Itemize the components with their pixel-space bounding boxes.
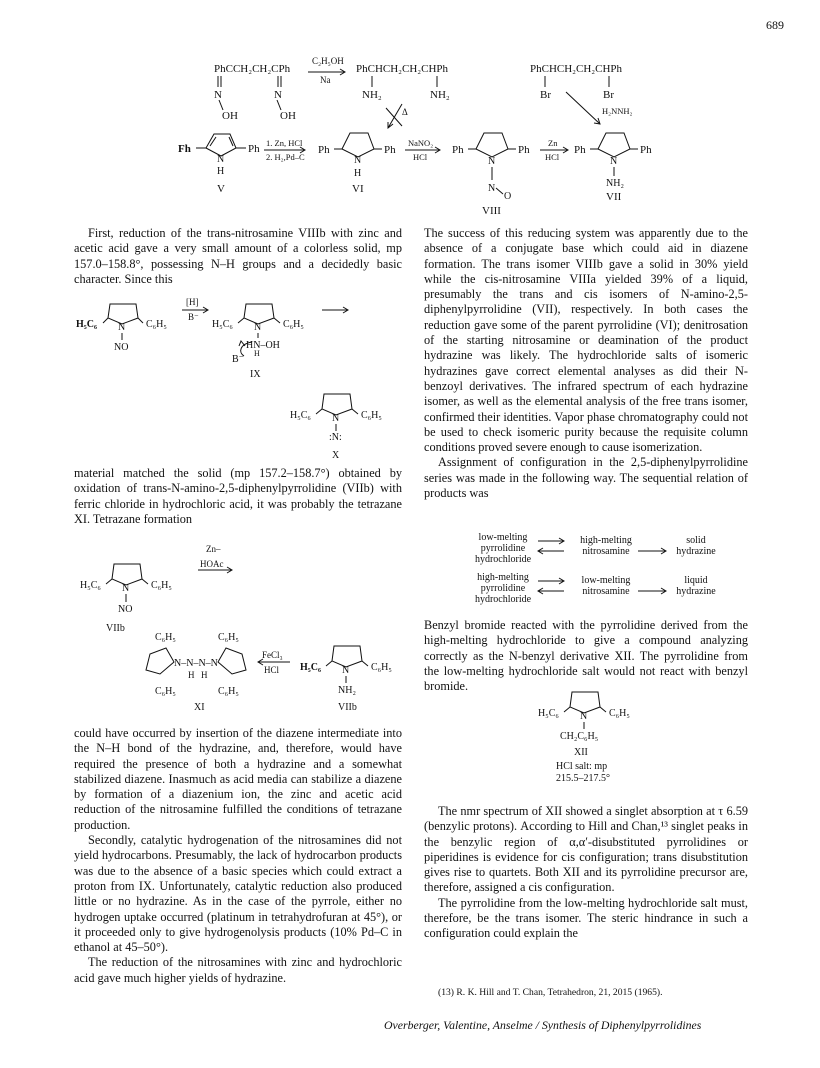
left-paragraph-3: could have occurred by insertion of the diazene intermediate into the N–H bond of the hydrazine, and, therefore, would have required the presence of both a hydrazine and a somewhat stabilized diazene. Inasmuch as acid media can stabilize a diazene by formation of a diazenium ion, the zinc and acetic acid reduction of the nitrosamine fulfilled the conditions of tetrazane production. Secondly, catalytic hydrogenation of the nitrosamines did not yield hydrocarbons. Presumably, the lack of hydrocarbon products was due to the absence of a basic species which could extract a proton from IX. Unfortunately, catalytic reduction also produced little or no hydrazine. As in the case of the pyrrole, either no hydrogen uptake occurred (platinum in tetrahydrofuran at 45°), or it proceeded only to give hydrogenolysis products (10% Pd–C in ethanol at 45–50°). The reduction of the nitrosamines with zinc and hydrochloric acid gave much higher yields of hydrazine. (74, 726, 402, 985)
rel2-b1: low-melting (581, 575, 631, 586)
s3-h5c6: H₅C₆ (80, 580, 101, 591)
rel2-a3: hydrochloride (474, 594, 532, 605)
s2-h-reagent: [H] (186, 297, 199, 307)
s3-no: NO (118, 604, 133, 615)
vi-h: H (354, 168, 362, 179)
s2-ix-hnoh: HN–OH (246, 340, 280, 351)
rel1-a3: hydrochloride (474, 554, 532, 565)
s3-zn: Zn– (206, 544, 221, 554)
footnote-13: (13) R. K. Hill and T. Chan, Tetrahedron, 21, 2015 (1965). (438, 987, 663, 998)
reagent-hydrazine: H₂NNH₂ (602, 106, 633, 116)
rel2-c2: hydrazine (676, 586, 716, 597)
label-VII: VII (606, 191, 622, 203)
vii-n: N (610, 156, 618, 167)
s2-x-c6h5: C₆H₅ (361, 410, 382, 421)
rel2-a2: pyrrolidine (480, 583, 526, 594)
vii-ph-left: Ph (574, 144, 586, 156)
diamine-nh2-right: NH₂ (430, 89, 450, 101)
diamine-nh2-left: NH₂ (362, 89, 382, 101)
label-V: V (217, 183, 225, 195)
xii-benzyl: CH₂C₆H₅ (560, 731, 599, 742)
xi-h-left: H (188, 670, 195, 680)
oxime-oh-left: OH (222, 110, 238, 122)
dibromide-br-left: Br (540, 89, 551, 101)
vii-nh2: NH₂ (606, 178, 624, 189)
page-number: 689 (766, 18, 784, 32)
pyrrole-ph-left: Fh (178, 143, 191, 155)
s2-x-nitrene: :N: (329, 432, 342, 443)
s2-ix-h: H (254, 349, 260, 358)
rel1-b1: high-melting (580, 535, 632, 546)
vi-n: N (354, 155, 362, 166)
left-paragraph-1: First, reduction of the trans-nitrosamine VIIIb with zinc and acetic acid gave a very small amount of a colorless solid, mp 157.0–158.8°, possessing N–H groups and a decidedly basic character. Since this (74, 226, 402, 286)
reagent-hcl-1: HCl (413, 152, 428, 162)
reagent-nano2: NaNO₂ (408, 138, 434, 148)
label-X: X (332, 450, 340, 461)
xi-c6h5-br: C₆H₅ (218, 686, 239, 697)
viii-o: O (504, 191, 512, 202)
running-footer: Overberger, Valentine, Anselme / Synthesis of Diphenylpyrrolidines (384, 1018, 702, 1032)
rel2-c1: liquid (684, 575, 708, 586)
label-VI: VI (352, 183, 364, 195)
oxime-n-left: N (214, 89, 222, 101)
dioxime-formula: PhCCH₂CH₂CPh (214, 63, 291, 75)
rel1-b2: nitrosamine (582, 546, 630, 557)
s2-ix-base: B⁻ (232, 354, 244, 365)
reagent-step2: 2. H₂,Pd–C (266, 152, 305, 162)
rel2-a1: high-melting (477, 572, 529, 583)
oxime-oh-right: OH (280, 110, 296, 122)
right-paragraph-1: The success of this reducing system was apparently due to the absence of a conjugate base which could aid in diazene formation. The trans isomer VIIIb gave a solid in 30% yield while the cis-nitrosamine VIIIa yielded 39% of a liquid, presumably the trans and cis isomers of N-amino-2,5-diphenylpyrrolidine (VII), respectively. In both cases the reduction gave some of the parent pyrrolidine (VI); denitrosation of the starting nitrosamine or deamination of the product hydrazine was likely. The hydrochloride salts of isomeric hydrazines gave correct elemental analyses as did their N-benzoyl derivatives. The infrared spectrum of each hydrazine isomer, as well as the elemental analysis of the free trans isomer, confirmed their identities. Vapor phase chromatography could not be used to check isomeric purity because the requisite column conditions proved severe enough to cause isomerization. Assignment of configuration in the 2,5-diphenylpyrrolidine series was made in the following way. The sequential relation of products was (424, 226, 748, 501)
s3-fecl3: FeCl₃ (262, 650, 283, 660)
s3-vii-nh2: NH₂ (338, 685, 356, 696)
label-IX: IX (250, 369, 261, 380)
label-VIII: VIII (482, 205, 501, 217)
s3-hcl: HCl (264, 665, 280, 675)
s3-c6h5: C₆H₅ (151, 580, 172, 591)
rel1-a1: low-melting (478, 532, 528, 543)
right-paragraph-3: The nmr spectrum of XII showed a singlet absorption at τ 6.59 (benzylic protons). According to Hill and Chan,¹³ singlet peaks in the benzylic region of α,α′-disubstituted pyrrolidines or piperidines is evidence for cis configuration; trans disubstitution gives rise to quartets. Both XII and its pyrrolidine precursor are, therefore, assigned a cis configuration. The pyrrolidine from the low-melting hydrochloride salt must, therefore, be the trans isomer. The steric hindrance in such a configuration could explain the (424, 804, 748, 941)
pyrrole-n: N (217, 154, 225, 165)
s2-n: N (118, 322, 126, 333)
rel1-c2: hydrazine (676, 546, 716, 557)
reagent-hcl-2: HCl (545, 152, 560, 162)
vii-ph-right: Ph (640, 144, 652, 156)
label-XI: XI (194, 702, 205, 713)
rel1-c1: solid (686, 535, 706, 546)
heat-delta: Δ (402, 107, 408, 117)
scheme-2 (0, 286, 410, 470)
rel2-b2: nitrosamine (582, 586, 630, 597)
scheme-4 (500, 686, 680, 786)
pyrrole-ph-right: Ph (248, 143, 260, 155)
dibromide-formula: PhCHCH₂CH₂CHPh (530, 63, 623, 75)
pyrrole-h: H (217, 166, 225, 177)
s2-c6h5: C₆H₅ (146, 319, 167, 330)
reagent-step1: 1. Zn, HCl (266, 138, 303, 148)
rel1-a2: pyrrolidine (480, 543, 526, 554)
s3-hoac: HOAc (200, 559, 224, 569)
s2-ix-c6h5: C₆H₅ (283, 319, 304, 330)
xii-c6h5: C₆H₅ (609, 708, 630, 719)
viii-ph-right: Ph (518, 144, 530, 156)
xii-salt-1: HCl salt: mp (556, 761, 608, 772)
s2-ix-n: N (254, 322, 262, 333)
s3-vii-n: N (342, 665, 350, 676)
label-VIIb-top: VIIb (106, 623, 125, 634)
diamine-formula: PhCHCH₂CH₂CHPh (356, 63, 449, 75)
s2-no: NO (114, 342, 129, 353)
label-XII: XII (574, 747, 588, 758)
s2-h5c6: H₅C₆ (76, 319, 97, 330)
xi-c6h5-tr: C₆H₅ (218, 632, 239, 643)
reagent-sodium: Na (320, 75, 331, 85)
reagent-ethanol: C₂H₅OH (312, 56, 344, 66)
relation-scheme (468, 532, 748, 612)
right-paragraph-2: Benzyl bromide reacted with the pyrrolidine derived from the high-melting hydrochloride to give a compound analyzing correctly as the N-benzyl derivative XII. The pyrrolidine from the low-melting hydrochloride salt would not react with benzyl bromide. (424, 618, 748, 694)
viii-n: N (488, 156, 496, 167)
viii-ph-left: Ph (452, 144, 464, 156)
oxime-n-right: N (274, 89, 282, 101)
vi-ph-left: Ph (318, 144, 330, 156)
scheme-1 (0, 0, 820, 220)
xi-tetrazane: N–N–N–N (174, 658, 218, 669)
s3-n: N (122, 583, 130, 594)
scheme-3 (0, 522, 410, 722)
dibromide-br-right: Br (603, 89, 614, 101)
s2-ix-h5c6: H₅C₆ (212, 319, 233, 330)
xii-salt-2: 215.5–217.5° (556, 773, 610, 784)
xii-h5c6: H₅C₆ (538, 708, 559, 719)
viii-n2: N (488, 183, 496, 194)
vi-ph-right: Ph (384, 144, 396, 156)
s2-x-n: N (332, 413, 340, 424)
xi-h-right: H (201, 670, 208, 680)
s2-base: B⁻ (188, 312, 199, 322)
xii-n: N (580, 711, 588, 722)
xi-c6h5-bl: C₆H₅ (155, 686, 176, 697)
left-paragraph-2: material matched the solid (mp 157.2–158.7°) obtained by oxidation of trans-N-amino-2,5-diphenylpyrrolidine (VIIb) with ferric chloride in hydrochloric acid, it was probably the tetrazane XI. Tetrazane formation (74, 466, 402, 526)
relation-arrows (468, 532, 748, 612)
reagent-zn: Zn (548, 138, 558, 148)
s2-x-h5c6: H₅C₆ (290, 410, 311, 421)
xi-c6h5-tl: C₆H₅ (155, 632, 176, 643)
label-VIIb-bottom: VIIb (338, 702, 357, 713)
s3-vii-h5c6: H₅C₆ (300, 662, 321, 673)
s3-vii-c6h5: C₆H₅ (371, 662, 392, 673)
